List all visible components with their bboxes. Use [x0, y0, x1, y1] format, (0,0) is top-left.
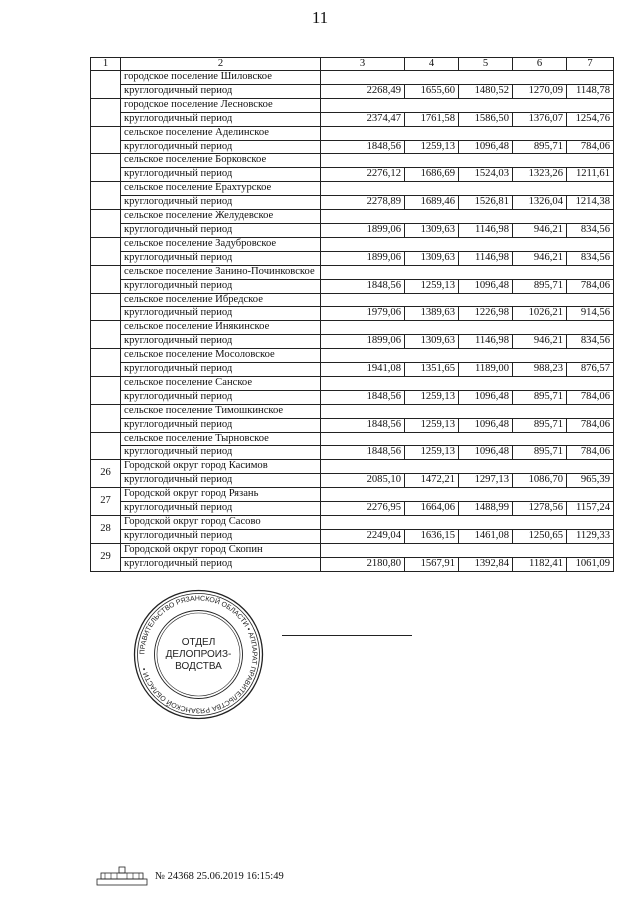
- value-cell: 1567,91: [405, 557, 459, 571]
- row-name: сельское поселение Тимошкинское: [121, 404, 321, 418]
- value-cell: 834,56: [567, 251, 614, 265]
- table-header-row: [91, 58, 614, 71]
- row-name-spacer: [321, 432, 614, 446]
- row-index: [91, 154, 121, 182]
- value-cell: 1664,06: [405, 502, 459, 516]
- table-row-values: [91, 446, 614, 460]
- value-cell: 895,71: [513, 446, 567, 460]
- value-cell: 988,23: [513, 363, 567, 377]
- value-cell: 1941,08: [321, 363, 405, 377]
- value-cell: 1211,61: [567, 168, 614, 182]
- value-cell: 2085,10: [321, 474, 405, 488]
- row-index: [91, 71, 121, 99]
- table-row-values: [91, 502, 614, 516]
- table-row-name: [91, 543, 614, 557]
- value-cell: 1323,26: [513, 168, 567, 182]
- header-cell: 7: [567, 58, 614, 71]
- header-cell: 3: [321, 58, 405, 71]
- value-cell: 1848,56: [321, 390, 405, 404]
- row-name-spacer: [321, 210, 614, 224]
- value-cell: 2268,49: [321, 84, 405, 98]
- value-cell: 2180,80: [321, 557, 405, 571]
- value-cell: 1270,09: [513, 84, 567, 98]
- table-row-name: [91, 71, 614, 85]
- value-cell: 2374,47: [321, 112, 405, 126]
- row-name: сельское поселение Ерахтурское: [121, 182, 321, 196]
- row-name: сельское поселение Инякинское: [121, 321, 321, 335]
- value-cell: 1848,56: [321, 446, 405, 460]
- seal-line-2: ДЕЛОПРОИЗ-: [165, 648, 232, 660]
- row-period: круглогодичный период: [121, 557, 321, 571]
- row-period: круглогодичный период: [121, 84, 321, 98]
- row-name: Городской округ город Скопин: [121, 543, 321, 557]
- table-row-values: [91, 279, 614, 293]
- value-cell: 946,21: [513, 335, 567, 349]
- value-cell: 946,21: [513, 251, 567, 265]
- row-name: сельское поселение Желудевское: [121, 210, 321, 224]
- row-period: круглогодичный период: [121, 474, 321, 488]
- value-cell: 1061,09: [567, 557, 614, 571]
- table-row-name: [91, 182, 614, 196]
- row-name-spacer: [321, 293, 614, 307]
- value-cell: 1524,03: [459, 168, 513, 182]
- row-name-spacer: [321, 460, 614, 474]
- value-cell: 2278,89: [321, 196, 405, 210]
- value-cell: 1129,33: [567, 529, 614, 543]
- table-row-values: [91, 140, 614, 154]
- value-cell: 914,56: [567, 307, 614, 321]
- table-row-values: [91, 196, 614, 210]
- value-cell: 1146,98: [459, 335, 513, 349]
- value-cell: 1586,50: [459, 112, 513, 126]
- value-cell: 2276,12: [321, 168, 405, 182]
- value-cell: 784,06: [567, 140, 614, 154]
- table-row-values: [91, 112, 614, 126]
- row-index: [91, 293, 121, 321]
- row-period: круглогодичный период: [121, 196, 321, 210]
- value-cell: 1899,06: [321, 251, 405, 265]
- table-row-values: [91, 307, 614, 321]
- row-period: круглогодичный период: [121, 112, 321, 126]
- value-cell: 784,06: [567, 446, 614, 460]
- value-cell: 1157,24: [567, 502, 614, 516]
- row-name: городское поселение Лесновское: [121, 98, 321, 112]
- row-name: Городской округ город Рязань: [121, 488, 321, 502]
- value-cell: 1636,15: [405, 529, 459, 543]
- header-cell: 2: [121, 58, 321, 71]
- value-cell: 1259,13: [405, 140, 459, 154]
- value-cell: 1392,84: [459, 557, 513, 571]
- row-index: [91, 98, 121, 126]
- table-row-name: [91, 98, 614, 112]
- row-index: 27: [91, 488, 121, 516]
- tariff-table: [90, 57, 614, 572]
- row-index: 29: [91, 543, 121, 571]
- value-cell: 784,06: [567, 279, 614, 293]
- value-cell: 1250,65: [513, 529, 567, 543]
- value-cell: 1096,48: [459, 418, 513, 432]
- value-cell: 946,21: [513, 223, 567, 237]
- value-cell: 1899,06: [321, 223, 405, 237]
- value-cell: 834,56: [567, 335, 614, 349]
- value-cell: 1376,07: [513, 112, 567, 126]
- row-index: [91, 432, 121, 460]
- row-name-spacer: [321, 182, 614, 196]
- row-name-spacer: [321, 237, 614, 251]
- value-cell: 834,56: [567, 223, 614, 237]
- table-row-values: [91, 390, 614, 404]
- value-cell: 876,57: [567, 363, 614, 377]
- value-cell: 1278,56: [513, 502, 567, 516]
- header-cell: 6: [513, 58, 567, 71]
- table-row-name: [91, 265, 614, 279]
- header-cell: 4: [405, 58, 459, 71]
- page-number: 11: [311, 8, 329, 27]
- value-cell: 1351,65: [405, 363, 459, 377]
- row-name: Городской округ город Сасово: [121, 516, 321, 530]
- value-cell: 1480,52: [459, 84, 513, 98]
- value-cell: 1026,21: [513, 307, 567, 321]
- table-row-name: [91, 126, 614, 140]
- row-name-spacer: [321, 265, 614, 279]
- value-cell: 895,71: [513, 418, 567, 432]
- row-name-spacer: [321, 349, 614, 363]
- value-cell: 2276,95: [321, 502, 405, 516]
- row-name-spacer: [321, 404, 614, 418]
- value-cell: 1526,81: [459, 196, 513, 210]
- row-period: круглогодичный период: [121, 140, 321, 154]
- value-cell: 1096,48: [459, 279, 513, 293]
- value-cell: 895,71: [513, 279, 567, 293]
- value-cell: 1472,21: [405, 474, 459, 488]
- table-row-values: [91, 251, 614, 265]
- table-row-values: [91, 418, 614, 432]
- building-logo-icon: [95, 865, 149, 887]
- row-name: сельское поселение Занино-Починковское: [121, 265, 321, 279]
- table-row-name: [91, 432, 614, 446]
- value-cell: 1297,13: [459, 474, 513, 488]
- row-index: 28: [91, 516, 121, 544]
- row-period: круглогодичный период: [121, 363, 321, 377]
- row-name: городское поселение Шиловское: [121, 71, 321, 85]
- value-cell: 1146,98: [459, 223, 513, 237]
- row-name-spacer: [321, 98, 614, 112]
- row-period: круглогодичный период: [121, 335, 321, 349]
- row-name-spacer: [321, 126, 614, 140]
- value-cell: 2249,04: [321, 529, 405, 543]
- value-cell: 1848,56: [321, 140, 405, 154]
- row-index: [91, 404, 121, 432]
- row-period: круглогодичный период: [121, 168, 321, 182]
- row-period: круглогодичный период: [121, 307, 321, 321]
- seal-line-1: ОТДЕЛ: [181, 636, 216, 648]
- value-cell: 1326,04: [513, 196, 567, 210]
- value-cell: 1254,76: [567, 112, 614, 126]
- value-cell: 1259,13: [405, 446, 459, 460]
- row-period: круглогодичный период: [121, 390, 321, 404]
- table-row-name: [91, 376, 614, 390]
- row-period: круглогодичный период: [121, 529, 321, 543]
- table-row-name: [91, 460, 614, 474]
- value-cell: 895,71: [513, 390, 567, 404]
- header-cell: 5: [459, 58, 513, 71]
- row-name-spacer: [321, 543, 614, 557]
- row-period: круглогодичный период: [121, 279, 321, 293]
- value-cell: 1655,60: [405, 84, 459, 98]
- table-row-values: [91, 223, 614, 237]
- value-cell: 1259,13: [405, 390, 459, 404]
- table-row-name: [91, 321, 614, 335]
- value-cell: 1848,56: [321, 279, 405, 293]
- row-period: круглогодичный период: [121, 502, 321, 516]
- value-cell: 1389,63: [405, 307, 459, 321]
- table-row-name: [91, 154, 614, 168]
- value-cell: 1259,13: [405, 279, 459, 293]
- row-index: [91, 349, 121, 377]
- table-row-values: [91, 557, 614, 571]
- row-index: [91, 376, 121, 404]
- value-cell: 784,06: [567, 418, 614, 432]
- value-cell: 1899,06: [321, 335, 405, 349]
- row-name: сельское поселение Задубровское: [121, 237, 321, 251]
- row-period: круглогодичный период: [121, 223, 321, 237]
- value-cell: 1146,98: [459, 251, 513, 265]
- row-period: круглогодичный период: [121, 446, 321, 460]
- value-cell: 1461,08: [459, 529, 513, 543]
- table-row-values: [91, 474, 614, 488]
- official-seal: [132, 588, 265, 721]
- table-row-values: [91, 363, 614, 377]
- row-name-spacer: [321, 516, 614, 530]
- value-cell: 1761,58: [405, 112, 459, 126]
- value-cell: 1309,63: [405, 223, 459, 237]
- row-index: [91, 126, 121, 154]
- row-name: сельское поселение Борковское: [121, 154, 321, 168]
- table-row-values: [91, 84, 614, 98]
- value-cell: 1309,63: [405, 335, 459, 349]
- value-cell: 1182,41: [513, 557, 567, 571]
- footer: [95, 865, 284, 887]
- value-cell: 965,39: [567, 474, 614, 488]
- row-name: Городской округ город Касимов: [121, 460, 321, 474]
- value-cell: 1979,06: [321, 307, 405, 321]
- table-row-name: [91, 516, 614, 530]
- seal-line-3: ВОДСТВА: [175, 660, 222, 672]
- row-name: сельское поселение Тырновское: [121, 432, 321, 446]
- value-cell: 1189,00: [459, 363, 513, 377]
- value-cell: 1148,78: [567, 84, 614, 98]
- row-name: сельское поселение Ибредское: [121, 293, 321, 307]
- row-name-spacer: [321, 488, 614, 502]
- value-cell: 1686,69: [405, 168, 459, 182]
- value-cell: 1226,98: [459, 307, 513, 321]
- value-cell: 1096,48: [459, 390, 513, 404]
- row-index: 26: [91, 460, 121, 488]
- value-cell: 1086,70: [513, 474, 567, 488]
- row-period: круглогодичный период: [121, 251, 321, 265]
- value-cell: 1848,56: [321, 418, 405, 432]
- seal-center: [132, 588, 265, 721]
- table-row-values: [91, 335, 614, 349]
- value-cell: 1096,48: [459, 446, 513, 460]
- table-row-name: [91, 210, 614, 224]
- value-cell: 1096,48: [459, 140, 513, 154]
- row-name: сельское поселение Мосоловское: [121, 349, 321, 363]
- seal-ring-text: ПРАВИТЕЛЬСТВО РЯЗАНСКОЙ ОБЛАСТИ • АППАРАТ ПРАВИТЕЛЬСТВА РЯЗАНСКОЙ ОБЛАСТИ •: [139, 595, 258, 714]
- row-name-spacer: [321, 154, 614, 168]
- value-cell: 1259,13: [405, 418, 459, 432]
- row-name-spacer: [321, 321, 614, 335]
- value-cell: 1689,46: [405, 196, 459, 210]
- row-index: [91, 210, 121, 238]
- value-cell: 895,71: [513, 140, 567, 154]
- row-name: сельское поселение Санское: [121, 376, 321, 390]
- row-index: [91, 265, 121, 293]
- value-cell: 1214,38: [567, 196, 614, 210]
- table-row-values: [91, 529, 614, 543]
- value-cell: 784,06: [567, 390, 614, 404]
- table-row-name: [91, 293, 614, 307]
- row-index: [91, 237, 121, 265]
- signature-line: [282, 635, 412, 636]
- value-cell: 1488,99: [459, 502, 513, 516]
- value-cell: 1309,63: [405, 251, 459, 265]
- row-name: сельское поселение Аделинское: [121, 126, 321, 140]
- row-index: [91, 182, 121, 210]
- table-row-name: [91, 237, 614, 251]
- table-row-name: [91, 404, 614, 418]
- row-index: [91, 321, 121, 349]
- row-period: круглогодичный период: [121, 418, 321, 432]
- table-row-name: [91, 488, 614, 502]
- row-name-spacer: [321, 71, 614, 85]
- table-row-name: [91, 349, 614, 363]
- document-registration: № 24368 25.06.2019 16:15:49: [155, 870, 284, 882]
- table-row-values: [91, 168, 614, 182]
- row-name-spacer: [321, 376, 614, 390]
- header-cell: 1: [91, 58, 121, 71]
